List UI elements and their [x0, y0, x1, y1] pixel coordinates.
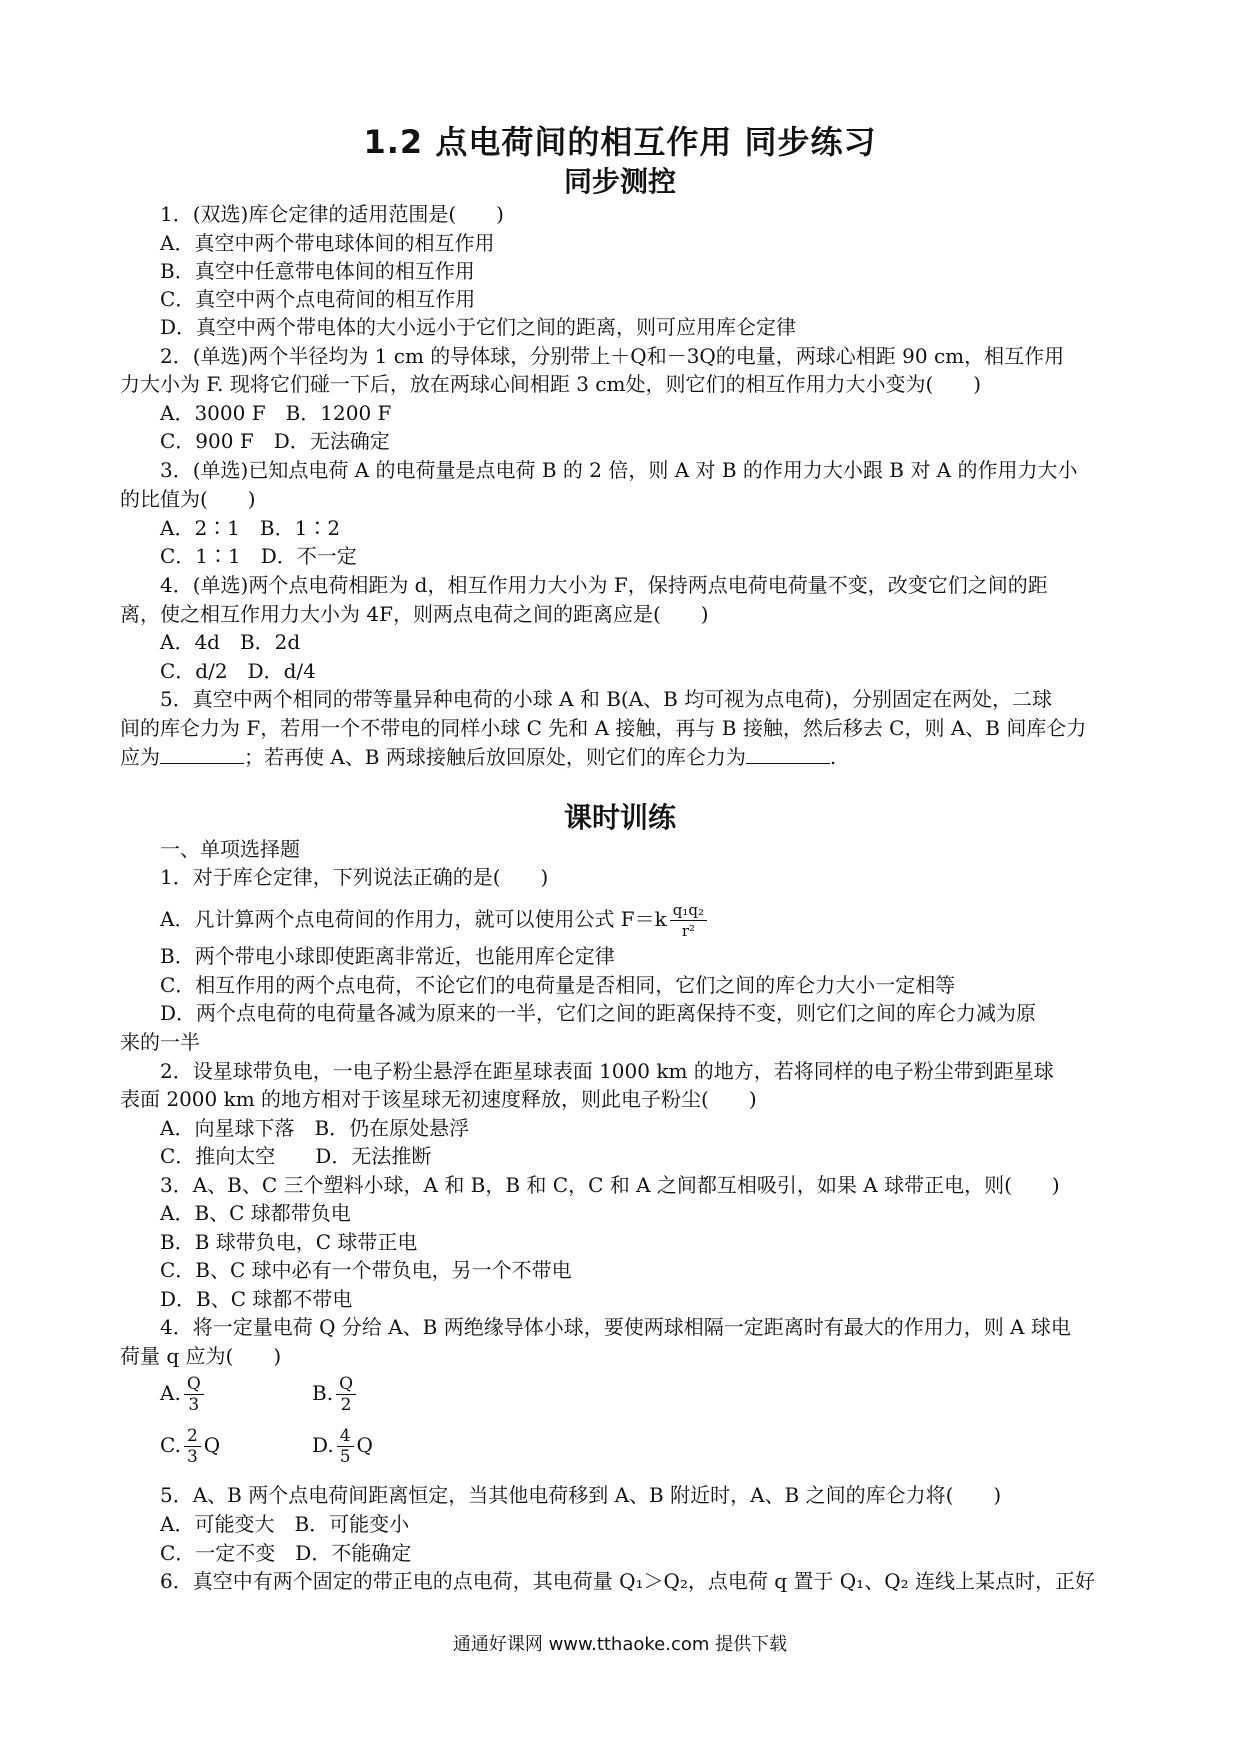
s1-q1-option-a: A．真空中两个带电球体间的相互作用: [160, 231, 495, 255]
s2-q4-option-c: [160, 1426, 220, 1467]
s2-q3-stem: 3．A、B、C 三个塑料小球，A 和 B，B 和 C，C 和 A 之间都互相吸引，如果 A 球带正电，则( ): [160, 1173, 1060, 1197]
s1-q2-line2: 力大小为 F. 现将它们碰一下后，放在两球心间相距 3 cm处，则它们的相互作用力大小变为( ): [120, 372, 982, 396]
s1-q1-option-d: D．真空中两个带电体的大小远小于它们之间的距离，则可应用库仑定律: [160, 315, 797, 339]
s2-q1-option-c: C．相互作用的两个点电荷，不论它们的电荷量是否相同，它们之间的库仑力大小一定相等: [160, 973, 956, 997]
s1-q4-options-ab: A．4d B．2d: [160, 630, 301, 654]
s2-q5-stem: 5．A、B 两个点电荷间距离恒定，当其他电荷移到 A、B 附近时，A、B 之间的库仑力将( ): [160, 1483, 1002, 1507]
s2-q2-options-cd: C．推向太空 D．无法推断: [160, 1144, 432, 1168]
s2-q3-option-a: A．B、C 球都带负电: [160, 1201, 351, 1225]
option-d-label: D.: [312, 1433, 334, 1457]
s1-q5-line2: 间的库仑力为 F，若用一个不带电的同样小球 C 先和 A 接触，再与 B 接触，然后移去 C，则 A、B 间库仑力: [120, 716, 1087, 740]
s2-q2-line2: 表面 2000 km 的地方相对于该星球无初速度释放，则此电子粉尘( ): [120, 1087, 757, 1111]
s2-q1-option-a: [160, 900, 710, 941]
s2-q4-option-a: [160, 1374, 207, 1415]
s1-q2-options-cd: C．900 F D．无法确定: [160, 429, 390, 453]
s1-q1-option-c: C．真空中两个点电荷间的相互作用: [160, 287, 476, 311]
section-heading-lesson-training: 课时训练: [563, 801, 676, 834]
s2-q4-option-d: [312, 1426, 373, 1467]
section-heading-sync-test: 同步测控: [563, 165, 676, 198]
coulomb-formula-fraction: [670, 900, 707, 941]
s1-q5-line3-text-b: ；若再使 A、B 两球接触后放回原处，则它们的库仑力为: [244, 745, 746, 769]
option-b-denominator: 2: [340, 1395, 352, 1415]
s1-q3-options-ab: A．2∶1 B．1∶2: [160, 516, 341, 540]
s1-q4-options-cd: C．d/2 D．d/4: [160, 659, 316, 683]
option-d-denominator: 5: [339, 1447, 351, 1467]
option-c-denominator: 3: [186, 1447, 198, 1467]
s2-q2-options-ab: A．向星球下落 B．仍在原处悬浮: [160, 1116, 470, 1140]
s2-q1-option-d-line1: D．两个点电荷的电荷量各减为原来的一半，它们之间的距离保持不变，则它们之间的库仑力减为原: [160, 1001, 1037, 1025]
s2-q3-option-c: C．B、C 球中必有一个带负电，另一个不带电: [160, 1258, 572, 1282]
page-footer: 通通好课网 www.tthaoke.com 提供下载: [452, 1634, 788, 1655]
s2-q4-line1: 4．将一定量电荷 Q 分给 A、B 两绝缘导体小球，要使两球相隔一定距离时有最大的作用力，则 A 球电: [160, 1315, 1071, 1339]
option-c-numerator: 2: [184, 1426, 201, 1447]
option-b-fraction: [336, 1374, 356, 1415]
formula-numerator: q₁q₂: [670, 900, 707, 921]
s1-q4-line2: 离，使之相互作用力大小为 4F，则两点电荷之间的距离应是( ): [120, 602, 709, 626]
option-a-label: A.: [160, 1381, 181, 1405]
s2-q1-option-a-text: A．凡计算两个点电荷间的作用力，就可以使用公式 F＝k: [160, 907, 667, 931]
s1-q1-stem: 1．(双选)库仑定律的适用范围是( ): [160, 202, 504, 226]
option-a-denominator: 3: [188, 1395, 200, 1415]
s2-q5-options-ab: A．可能变大 B．可能变小: [160, 1512, 410, 1536]
option-d-numerator: 4: [337, 1426, 354, 1447]
s2-q5-options-cd: C．一定不变 D．不能确定: [160, 1541, 412, 1565]
option-c-tail: Q: [203, 1433, 221, 1457]
s2-q1-stem: 1．对于库仑定律，下列说法正确的是( ): [160, 865, 549, 889]
s1-q2-line1: 2．(单选)两个半径均为 1 cm 的导体球，分别带上＋Q和－3Q的电量，两球心相距 90 cm，相互作用: [160, 344, 1065, 368]
s2-q6-line1: 6．真空中有两个固定的带正电的点电荷，其电荷量 Q₁＞Q₂，点电荷 q 置于 Q₁、Q₂ 连线上某点时，正好: [160, 1569, 1095, 1593]
option-b-numerator: Q: [336, 1374, 356, 1395]
option-d-fraction: [337, 1426, 354, 1467]
s1-q3-line2: 的比值为( ): [120, 487, 256, 511]
answer-blank-1[interactable]: [160, 745, 244, 764]
option-b-label: B.: [312, 1381, 334, 1405]
s2-subheading: 一、单项选择题: [160, 837, 300, 861]
s1-q3-line1: 3．(单选)已知点电荷 A 的电荷量是点电荷 B 的 2 倍，则 A 对 B 的作用力大小跟 B 对 A 的作用力大小: [160, 458, 1078, 482]
s2-q3-option-d: D．B、C 球都不带电: [160, 1287, 353, 1311]
option-c-label: C.: [160, 1433, 181, 1457]
option-a-fraction: [184, 1374, 204, 1415]
answer-blank-2[interactable]: [746, 745, 830, 764]
s1-q3-options-cd: C．1∶1 D．不一定: [160, 544, 357, 568]
s2-q2-line1: 2．设星球带负电，一电子粉尘悬浮在距星球表面 1000 km 的地方，若将同样的电子粉尘带到距星球: [160, 1059, 1054, 1083]
s1-q2-options-ab: A．3000 F B．1200 F: [160, 401, 392, 425]
s1-q5-line3: [120, 743, 836, 771]
page-title: 1.2 点电荷间的相互作用 同步练习: [363, 123, 877, 161]
s2-q1-option-d-line2: 来的一半: [120, 1030, 200, 1054]
formula-denominator: r²: [681, 922, 695, 940]
option-a-numerator: Q: [184, 1374, 204, 1395]
s1-q5-line1: 5．真空中两个相同的带等量异种电荷的小球 A 和 B(A、B 均可视为点电荷)，分别固定在两处，二球: [160, 687, 1053, 711]
option-d-tail: Q: [356, 1433, 373, 1457]
s2-q1-option-b: B．两个带电小球即使距离非常近，也能用库仑定律: [160, 944, 615, 968]
option-c-fraction: [184, 1426, 201, 1467]
s2-q3-option-b: B．B 球带负电，C 球带正电: [160, 1230, 418, 1254]
s2-q4-line2: 荷量 q 应为( ): [120, 1344, 282, 1368]
s1-q4-line1: 4．(单选)两个点电荷相距为 d，相互作用力大小为 F，保持两点电荷电荷量不变，改变它们之间的距: [160, 573, 1048, 597]
s1-q1-option-b: B．真空中任意带电体间的相互作用: [160, 259, 475, 283]
s2-q4-option-b: [312, 1374, 359, 1415]
s1-q5-line3-text-a: 应为: [120, 745, 160, 769]
s1-q5-line3-text-c: .: [829, 745, 837, 769]
